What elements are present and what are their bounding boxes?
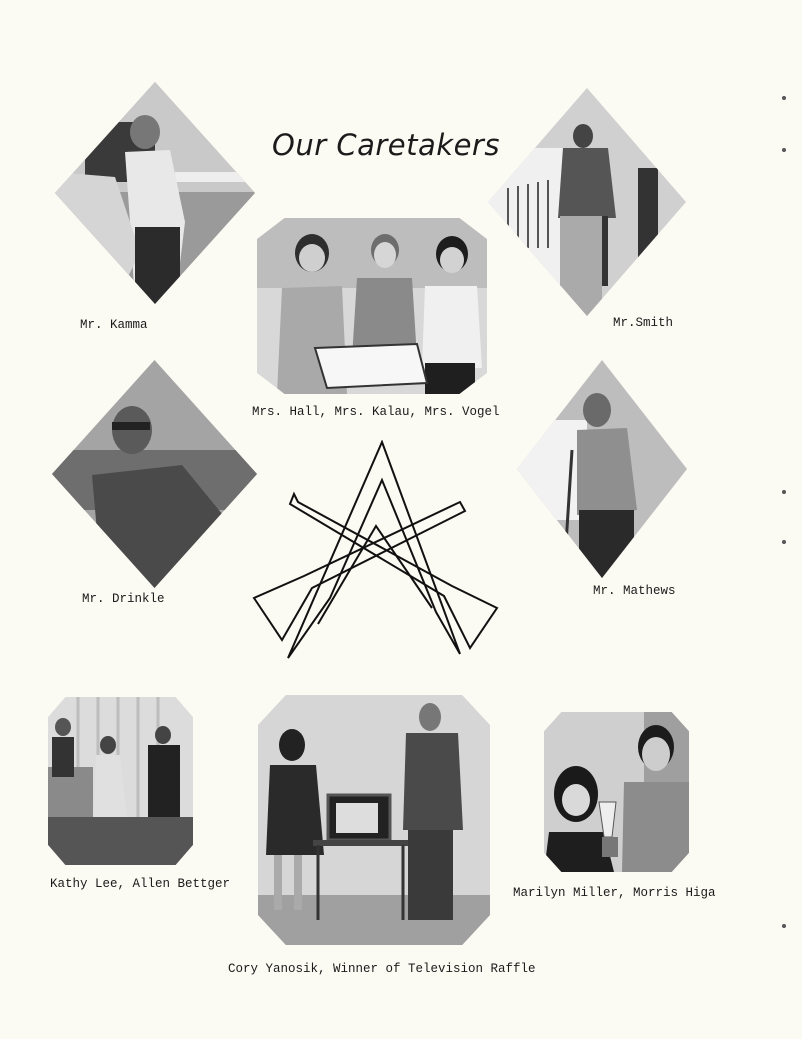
crossed-oars-a-emblem-icon (252, 440, 502, 662)
page-title: Our Caretakers (272, 128, 500, 162)
photo-mr-kamma (55, 82, 255, 304)
photo-marilyn-miller-morris-higa (544, 712, 689, 872)
caption-marilyn-miller-morris-higa: Marilyn Miller, Morris Higa (513, 886, 716, 900)
margin-mark (782, 490, 786, 494)
margin-mark (782, 540, 786, 544)
margin-mark (782, 148, 786, 152)
caption-kathy-lee-allen-bettger: Kathy Lee, Allen Bettger (50, 877, 231, 891)
photo-mr-drinkle (52, 360, 257, 588)
photo-mrs-hall-kalau-vogel (257, 218, 487, 394)
margin-mark (782, 924, 786, 928)
caption-mr-drinkle: Mr. Drinkle (82, 592, 165, 606)
caption-mr-mathews: Mr. Mathews (593, 584, 676, 598)
photo-kathy-lee-allen-bettger (48, 697, 193, 865)
photo-mr-mathews (517, 360, 687, 578)
caption-mr-kamma: Mr. Kamma (80, 318, 148, 332)
margin-mark (782, 96, 786, 100)
caption-mr-smith: Mr.Smith (613, 316, 674, 330)
caption-television-raffle: Cory Yanosik, Winner of Television Raffle (228, 962, 536, 976)
photo-mr-smith (488, 88, 686, 316)
caption-mrs-hall-kalau-vogel: Mrs. Hall, Mrs. Kalau, Mrs. Vogel (252, 405, 500, 419)
photo-television-raffle (258, 695, 490, 945)
